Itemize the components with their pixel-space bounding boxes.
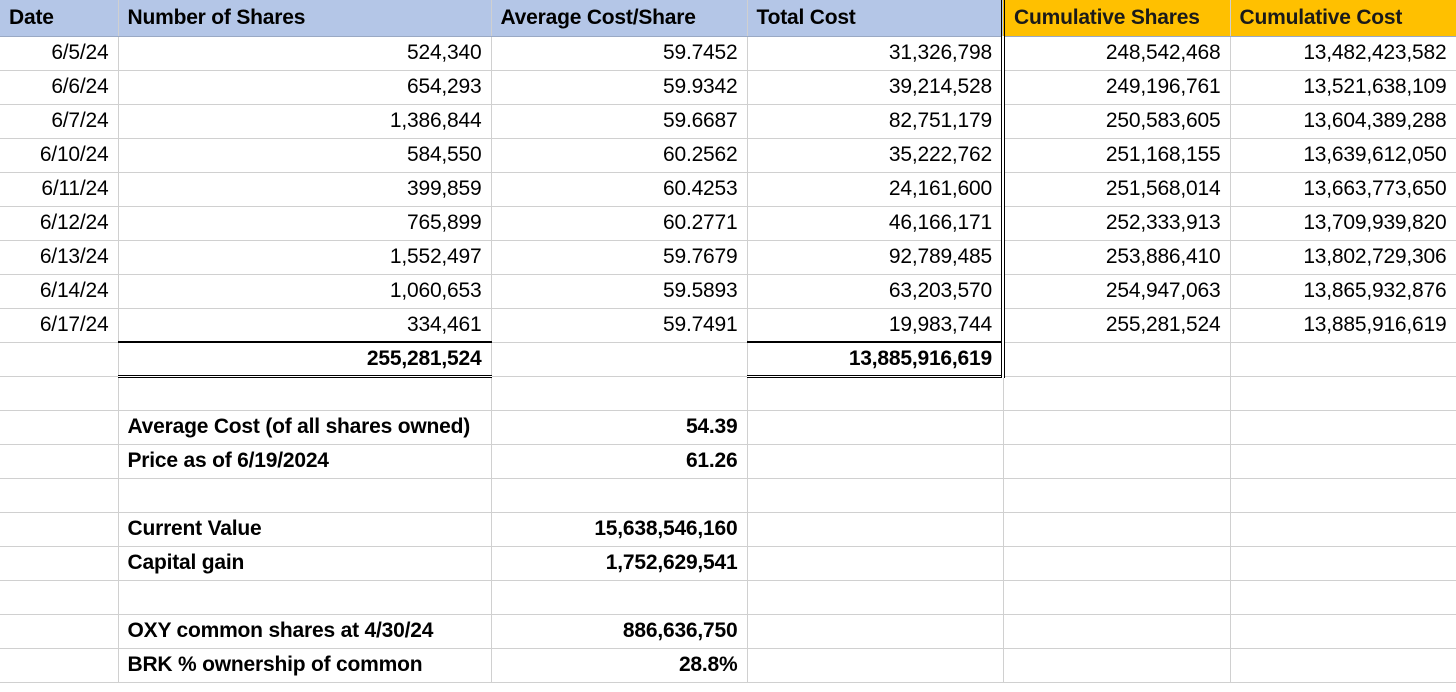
summary-price-label[interactable]: Price as of 6/19/2024 <box>118 444 491 478</box>
cell-empty[interactable] <box>747 648 1003 682</box>
cell-total-cost[interactable]: 19,983,744 <box>747 308 1003 342</box>
cell-total-cost[interactable]: 35,222,762 <box>747 138 1003 172</box>
cell-empty[interactable] <box>1003 614 1230 648</box>
summary-price-value[interactable]: 61.26 <box>491 444 747 478</box>
blank-row <box>0 376 1456 410</box>
table-row <box>0 274 1456 308</box>
header-date[interactable]: Date <box>0 0 118 36</box>
cell-date[interactable]: 6/11/24 <box>0 172 118 206</box>
summary-brk-ownership-label[interactable]: BRK % ownership of common <box>118 648 491 682</box>
cell-empty[interactable] <box>0 376 118 410</box>
cell-empty[interactable] <box>491 376 747 410</box>
cell-shares[interactable]: 654,293 <box>118 70 491 104</box>
blank-row <box>0 478 1456 512</box>
table-row <box>0 206 1456 240</box>
cell-date[interactable]: 6/6/24 <box>0 70 118 104</box>
cell-empty[interactable] <box>1003 444 1230 478</box>
cell-total-cost[interactable]: 92,789,485 <box>747 240 1003 274</box>
cell-shares[interactable]: 399,859 <box>118 172 491 206</box>
cell-empty[interactable] <box>0 614 118 648</box>
table-row <box>0 104 1456 138</box>
table-row <box>0 70 1456 104</box>
cell-empty[interactable] <box>0 410 118 444</box>
header-total-cost[interactable]: Total Cost <box>747 0 1003 36</box>
cell-cumulative-shares[interactable]: 251,168,155 <box>1003 138 1230 172</box>
summary-avg-cost-row <box>0 410 1456 444</box>
cell-empty[interactable] <box>1230 376 1456 410</box>
cell-total-cost[interactable]: 24,161,600 <box>747 172 1003 206</box>
header-cumulative-cost[interactable]: Cumulative Cost <box>1230 0 1456 36</box>
total-cost[interactable]: 13,885,916,619 <box>747 342 1003 376</box>
cell-date[interactable]: 6/14/24 <box>0 274 118 308</box>
cell-cumulative-cost[interactable]: 13,865,932,876 <box>1230 274 1456 308</box>
summary-current-value-value[interactable]: 15,638,546,160 <box>491 512 747 546</box>
total-shares[interactable]: 255,281,524 <box>118 342 491 376</box>
cell-cumulative-shares[interactable]: 253,886,410 <box>1003 240 1230 274</box>
cell-avg-cost[interactable]: 59.7491 <box>491 308 747 342</box>
summary-brk-ownership-value[interactable]: 28.8% <box>491 648 747 682</box>
cell-empty[interactable] <box>1230 410 1456 444</box>
cell-empty[interactable] <box>747 410 1003 444</box>
cell-empty[interactable] <box>1230 478 1456 512</box>
cell-empty[interactable] <box>1230 648 1456 682</box>
cell-cumulative-shares[interactable]: 254,947,063 <box>1003 274 1230 308</box>
summary-avg-cost-label[interactable]: Average Cost (of all shares owned) <box>118 410 491 444</box>
cell-shares[interactable]: 584,550 <box>118 138 491 172</box>
cell-empty[interactable] <box>0 512 118 546</box>
cell-cumulative-shares[interactable]: 251,568,014 <box>1003 172 1230 206</box>
cell-empty[interactable] <box>747 478 1003 512</box>
cell-date[interactable]: 6/7/24 <box>0 104 118 138</box>
cell-cumulative-cost[interactable]: 13,482,423,582 <box>1230 36 1456 70</box>
cell-date[interactable]: 6/12/24 <box>0 206 118 240</box>
cell-empty[interactable] <box>747 614 1003 648</box>
cell-empty[interactable] <box>118 478 491 512</box>
cell-empty[interactable] <box>0 580 118 614</box>
cell-shares[interactable]: 334,461 <box>118 308 491 342</box>
summary-current-value-label[interactable]: Current Value <box>118 512 491 546</box>
cell-empty[interactable] <box>491 478 747 512</box>
cell-cumulative-shares[interactable]: 250,583,605 <box>1003 104 1230 138</box>
cell-avg-cost[interactable]: 59.7679 <box>491 240 747 274</box>
cell-empty[interactable] <box>747 512 1003 546</box>
cell-cumulative-cost[interactable]: 13,663,773,650 <box>1230 172 1456 206</box>
cell-empty[interactable] <box>1003 648 1230 682</box>
cell-avg-cost[interactable]: 60.2562 <box>491 138 747 172</box>
table-row <box>0 172 1456 206</box>
cell-empty[interactable] <box>1003 376 1230 410</box>
cell-avg-cost[interactable]: 60.2771 <box>491 206 747 240</box>
cell-empty[interactable] <box>1003 546 1230 580</box>
cell-cumulative-cost[interactable]: 13,639,612,050 <box>1230 138 1456 172</box>
table-row <box>0 240 1456 274</box>
cell-cumulative-shares[interactable]: 252,333,913 <box>1003 206 1230 240</box>
cell-total-cost[interactable]: 46,166,171 <box>747 206 1003 240</box>
cell-date[interactable]: 6/10/24 <box>0 138 118 172</box>
summary-capital-gain-label[interactable]: Capital gain <box>118 546 491 580</box>
cell-cumulative-cost[interactable]: 13,521,638,109 <box>1230 70 1456 104</box>
cell-avg-cost[interactable]: 60.4253 <box>491 172 747 206</box>
cell-empty[interactable] <box>0 478 118 512</box>
summary-oxy-shares-label[interactable]: OXY common shares at 4/30/24 <box>118 614 491 648</box>
header-row <box>0 0 1456 36</box>
cell-empty[interactable] <box>118 580 491 614</box>
cell-cumulative-shares[interactable]: 249,196,761 <box>1003 70 1230 104</box>
cell-empty[interactable] <box>1003 342 1230 376</box>
table-row <box>0 138 1456 172</box>
cell-shares[interactable]: 765,899 <box>118 206 491 240</box>
cell-empty[interactable] <box>1003 580 1230 614</box>
cell-date[interactable]: 6/5/24 <box>0 36 118 70</box>
cell-date[interactable]: 6/13/24 <box>0 240 118 274</box>
summary-avg-cost-value[interactable]: 54.39 <box>491 410 747 444</box>
summary-price-row <box>0 444 1456 478</box>
cell-cumulative-shares[interactable]: 255,281,524 <box>1003 308 1230 342</box>
cell-shares[interactable]: 1,060,653 <box>118 274 491 308</box>
totals-row <box>0 342 1456 376</box>
cell-total-cost[interactable]: 31,326,798 <box>747 36 1003 70</box>
cell-empty[interactable] <box>1230 342 1456 376</box>
cell-shares[interactable]: 1,386,844 <box>118 104 491 138</box>
summary-current-value-row <box>0 512 1456 546</box>
cell-empty[interactable] <box>1003 410 1230 444</box>
cell-empty[interactable] <box>1230 614 1456 648</box>
cell-avg-cost[interactable]: 59.7452 <box>491 36 747 70</box>
cell-empty[interactable] <box>0 444 118 478</box>
blank-row <box>0 580 1456 614</box>
header-cumulative-shares[interactable]: Cumulative Shares <box>1003 0 1230 36</box>
table-row <box>0 308 1456 342</box>
header-number-of-shares[interactable]: Number of Shares <box>118 0 491 36</box>
cell-shares[interactable]: 1,552,497 <box>118 240 491 274</box>
cell-avg-cost[interactable]: 59.6687 <box>491 104 747 138</box>
summary-brk-ownership-row <box>0 648 1456 682</box>
cell-avg-cost[interactable]: 59.5893 <box>491 274 747 308</box>
cell-empty[interactable] <box>1003 478 1230 512</box>
cell-cumulative-cost[interactable]: 13,885,916,619 <box>1230 308 1456 342</box>
cell-empty[interactable] <box>0 342 118 376</box>
cell-empty[interactable] <box>0 546 118 580</box>
summary-capital-gain-row <box>0 546 1456 580</box>
cell-cumulative-cost[interactable]: 13,604,389,288 <box>1230 104 1456 138</box>
cell-empty[interactable] <box>1230 444 1456 478</box>
cell-empty[interactable] <box>747 546 1003 580</box>
cell-date[interactable]: 6/17/24 <box>0 308 118 342</box>
table-row <box>0 36 1456 70</box>
cell-empty[interactable] <box>1230 546 1456 580</box>
cell-cumulative-cost[interactable]: 13,802,729,306 <box>1230 240 1456 274</box>
cell-empty[interactable] <box>1003 512 1230 546</box>
summary-capital-gain-value[interactable]: 1,752,629,541 <box>491 546 747 580</box>
cell-cumulative-cost[interactable]: 13,709,939,820 <box>1230 206 1456 240</box>
cell-cumulative-shares[interactable]: 248,542,468 <box>1003 36 1230 70</box>
cell-empty[interactable] <box>1230 580 1456 614</box>
cell-total-cost[interactable]: 82,751,179 <box>747 104 1003 138</box>
cell-empty[interactable] <box>491 342 747 376</box>
cell-shares[interactable]: 524,340 <box>118 36 491 70</box>
cell-total-cost[interactable]: 39,214,528 <box>747 70 1003 104</box>
cell-empty[interactable] <box>491 580 747 614</box>
cell-empty[interactable] <box>118 376 491 410</box>
header-average-cost-per-share[interactable]: Average Cost/Share <box>491 0 747 36</box>
cell-avg-cost[interactable]: 59.9342 <box>491 70 747 104</box>
summary-oxy-shares-value[interactable]: 886,636,750 <box>491 614 747 648</box>
cell-empty[interactable] <box>0 648 118 682</box>
cell-empty[interactable] <box>747 376 1003 410</box>
cell-empty[interactable] <box>747 580 1003 614</box>
cell-empty[interactable] <box>747 444 1003 478</box>
cell-total-cost[interactable]: 63,203,570 <box>747 274 1003 308</box>
summary-oxy-shares-row <box>0 614 1456 648</box>
cell-empty[interactable] <box>1230 512 1456 546</box>
